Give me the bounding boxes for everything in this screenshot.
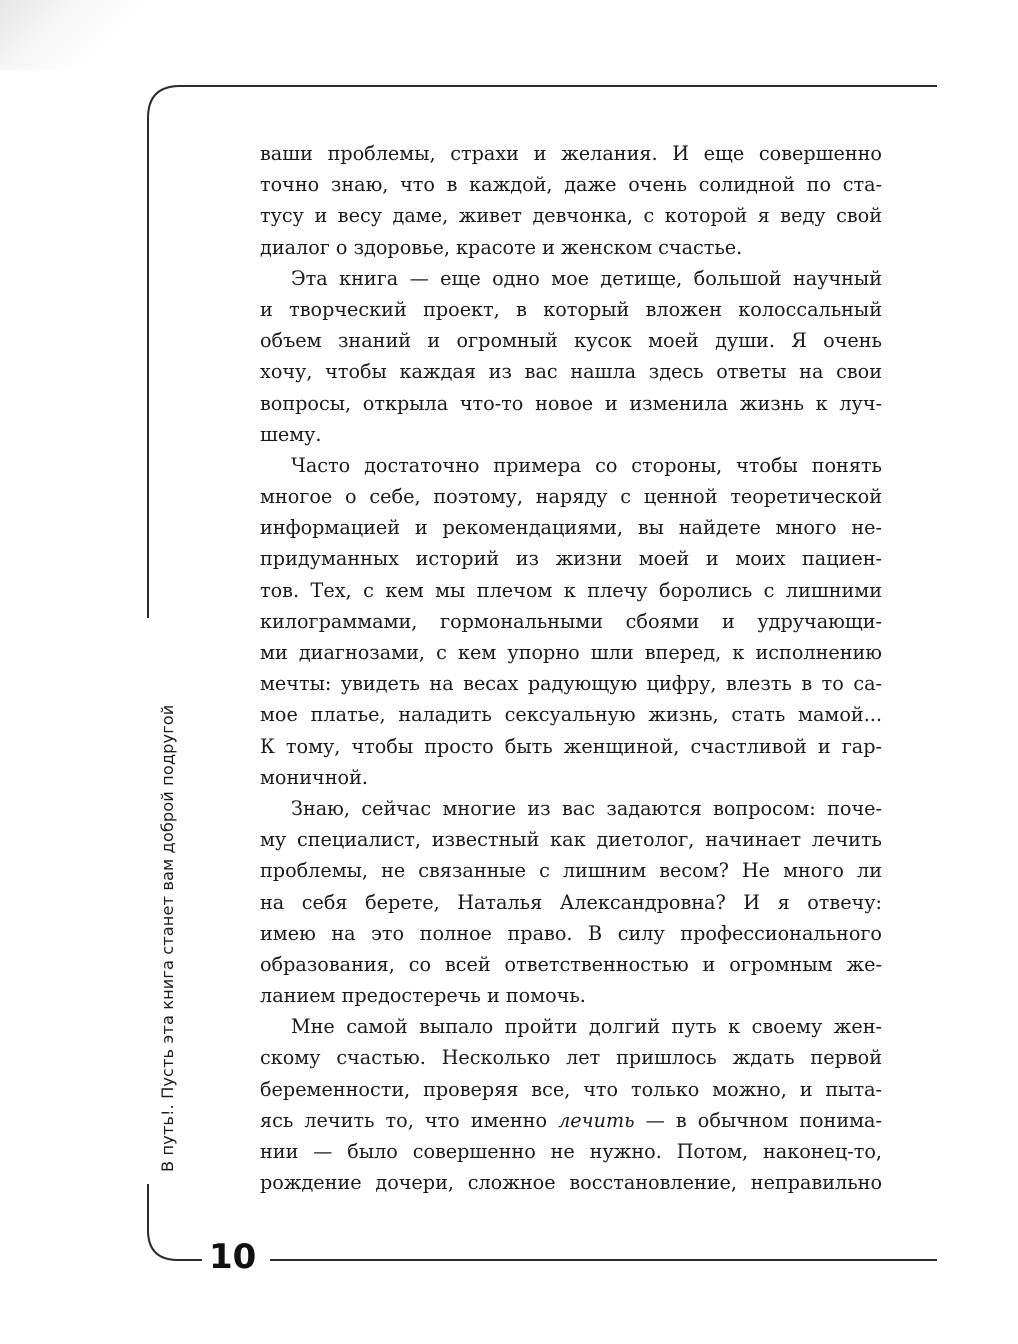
text-line: килограммами, гормональными сбоями и удручающи- (260, 609, 882, 633)
text-line: имею на это полное право. В силу профессионального (260, 921, 882, 945)
text-line: Эта книга — еще одно мое детище, большой научный (291, 266, 882, 290)
text-line: тов. Тех, с кем мы плечом к плечу боролись с лишними (260, 578, 882, 602)
text-line: скому счастью. Несколько лет пришлось ждать первой (260, 1046, 882, 1070)
text-line: К тому, чтобы просто быть женщиной, счастливой и гар- (260, 734, 882, 758)
paragraph-1 (260, 138, 882, 263)
page-number: 10 (209, 1237, 257, 1277)
text-line: образования, со всей ответственностью и огромным же- (260, 952, 882, 976)
text-line: рождение дочери, сложное восстановление, неправильно (260, 1171, 882, 1195)
text-line: мое платье, наладить сексуальную жизнь, стать мамой... (260, 703, 882, 727)
text-line: нии — было совершенно не нужно. Потом, наконец-то, (260, 1140, 882, 1163)
frame-bottom-left-line (148, 1184, 202, 1260)
emphasized-word: лечить (558, 1108, 635, 1132)
text-line: мечты: увидеть на весах радующую цифру, влезть в то са- (260, 672, 882, 696)
paragraph-5 (260, 1011, 882, 1198)
text-line: проблемы, не связанные с лишним весом? Не много ли (260, 859, 882, 883)
text-line: Знаю, сейчас многие из вас задаются вопросом: поче- (291, 796, 882, 820)
text-line: на себя берете, Наталья Александровна? И я отвечу: (260, 890, 882, 914)
text-line: придуманных историй из жизни моей и моих пациен- (260, 547, 882, 571)
paragraph-2 (260, 263, 882, 450)
text-line: моничной. (260, 765, 368, 789)
text-line: хочу, чтобы каждая из вас нашла здесь ответы на свои (260, 360, 882, 384)
text-line: точно знаю, что в каждой, даже очень солидной по ста- (260, 173, 882, 197)
text-line: ми диагнозами, с кем упорно шли вперед, к исполнению (260, 641, 882, 664)
text-fragment: — в обычном понима- (645, 1108, 882, 1132)
text-line: му специалист, известный как диетолог, начинает лечить (260, 828, 882, 852)
body-text (260, 138, 882, 1198)
text-line-with-emphasis (260, 1105, 882, 1136)
paragraph-4 (260, 793, 882, 1011)
running-head: В путь!. Пусть эта книга станет вам доброй подругой (158, 704, 177, 1172)
text-line: беременности, проверяя все, что только можно, и пыта- (260, 1077, 882, 1101)
paragraph-3 (260, 450, 882, 793)
text-line: ваши проблемы, страхи и желания. И еще совершенно (260, 142, 882, 165)
text-line: Часто достаточно примера со стороны, чтобы понять (291, 453, 882, 477)
text-line: информацией и рекомендациями, вы найдете много не- (260, 516, 882, 540)
text-line: шему. (260, 422, 322, 446)
text-line: Мне самой выпало пройти долгий путь к своему жен- (291, 1015, 882, 1039)
text-line: вопросы, открыла что-то новое и изменила жизнь к луч- (260, 391, 882, 415)
text-line: и творческий проект, в который вложен колоссальный (260, 297, 882, 321)
text-line: диалог о здоровье, красоте и женском счастье. (260, 235, 743, 259)
text-line: многое о себе, поэтому, наряду с ценной теоретической (260, 485, 882, 509)
text-line: объем знаний и огромный кусок моей души. Я очень (260, 329, 882, 353)
text-line: тусу и весу даме, живет девчонка, с которой я веду свой (260, 204, 882, 228)
text-fragment: ясь лечить то, что именно (260, 1108, 547, 1132)
text-line: ланием предостеречь и помочь. (260, 984, 586, 1008)
